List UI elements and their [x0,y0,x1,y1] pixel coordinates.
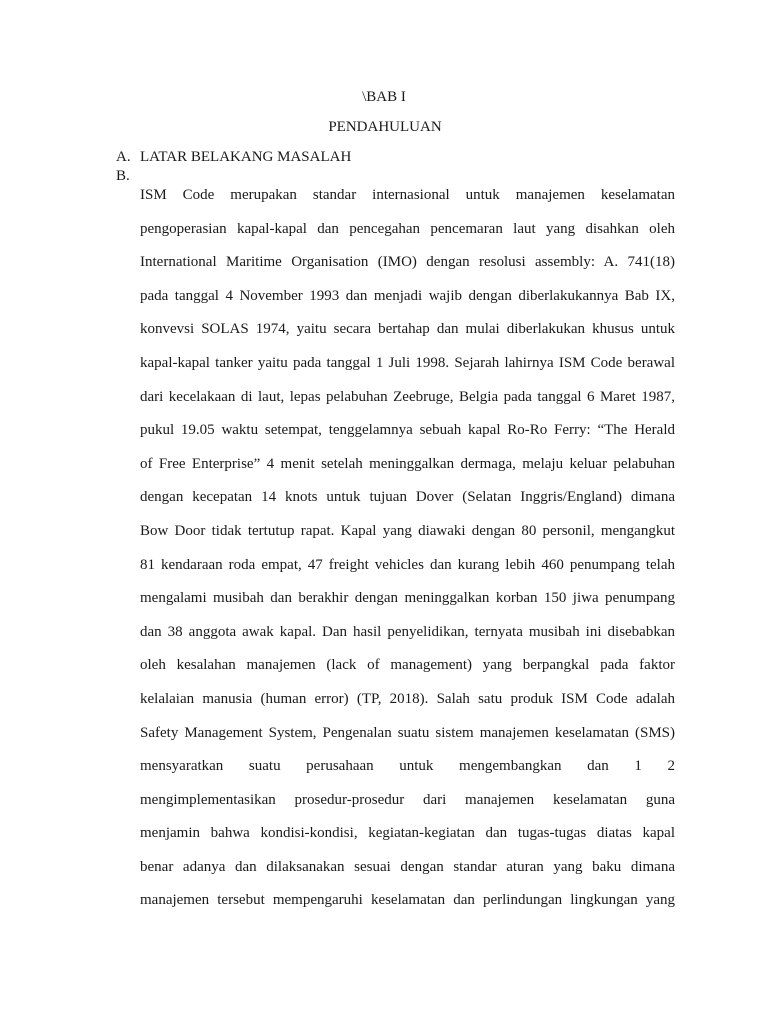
paragraph-line: ISM Code merupakan standar internasional untuk manajemen keselamatan [140,187,675,203]
section-heading: LATAR BELAKANG MASALAH [140,149,352,165]
paragraph-line: dari kecelakaan di laut, lepas pelabuhan Zeebruge, Belgia pada tanggal 6 Maret 1987, [140,388,675,405]
paragraph-line: Safety Management System, Pengenalan suatu sistem manajemen keselamatan (SMS) [140,724,675,741]
paragraph-line: International Maritime Organisation (IMO) dengan resolusi assembly: A. 741(18) [140,254,675,271]
paragraph-line: mengimplementasikan prosedur-prosedur dari manajemen keselamatan guna [140,791,675,808]
paragraph-line: mensyaratkan suatu perusahaan untuk mengembangkan dan 1 2 [140,758,675,775]
outline-letter: B. [116,168,130,184]
paragraph-line: manajemen tersebut mempengaruhi keselamatan dan perlindungan lingkungan yang [140,892,675,909]
paragraph-line: pukul 19.05 waktu setempat, tenggelamnya sebuah kapal Ro-Ro Ferry: “The Herald [140,422,675,439]
outline-letter: A. [116,149,131,165]
paragraph-line: 81 kendaraan roda empat, 47 freight vehicles dan kurang lebih 460 penumpang telah [140,556,675,573]
outline-item [116,148,351,167]
paragraph-line: mengalami musibah dan berakhir dengan meninggalkan korban 150 jiwa penumpang [140,590,675,607]
paragraph-line: pada tanggal 4 November 1993 dan menjadi wajib dengan diberlakukannya Bab IX, [140,287,675,304]
paragraph-line: kapal-kapal tanker yaitu pada tanggal 1 Juli 1998. Sejarah lahirnya ISM Code berawal [140,354,675,371]
section-outline [116,148,351,186]
paragraph-line: konvevsi SOLAS 1974, yaitu secara bertahap dan mulai diberlakukan khusus untuk [140,321,675,338]
chapter-number: \BAB I [362,89,406,105]
chapter-title: PENDAHULUAN [328,119,442,135]
body-paragraph [140,184,675,923]
paragraph-line: oleh kesalahan manajemen (lack of management) yang berpangkal pada faktor [140,657,675,674]
paragraph-line: dan 38 anggota awak kapal. Dan hasil penyelidikan, ternyata musibah ini disebabkan [140,623,675,640]
paragraph-line: benar adanya dan dilaksanakan sesuai dengan standar aturan yang baku dimana [140,858,675,875]
paragraph-line: dengan kecepatan 14 knots untuk tujuan Dover (Selatan Inggris/England) dimana [140,489,675,506]
paragraph-line: Bow Door tidak tertutup rapat. Kapal yang diawaki dengan 80 personil, mengangkut [140,522,675,539]
paragraph-line: pengoperasian kapal-kapal dan pencegahan pencemaran laut yang disahkan oleh [140,220,675,237]
paragraph-line: menjamin bahwa kondisi-kondisi, kegiatan-kegiatan dan tugas-tugas diatas kapal [140,825,675,842]
paragraph-line: of Free Enterprise” 4 menit setelah meninggalkan dermaga, melaju keluar pelabuhan [140,455,675,472]
paragraph-line: kelalaian manusia (human error) (TP, 2018). Salah satu produk ISM Code adalah [140,690,675,707]
